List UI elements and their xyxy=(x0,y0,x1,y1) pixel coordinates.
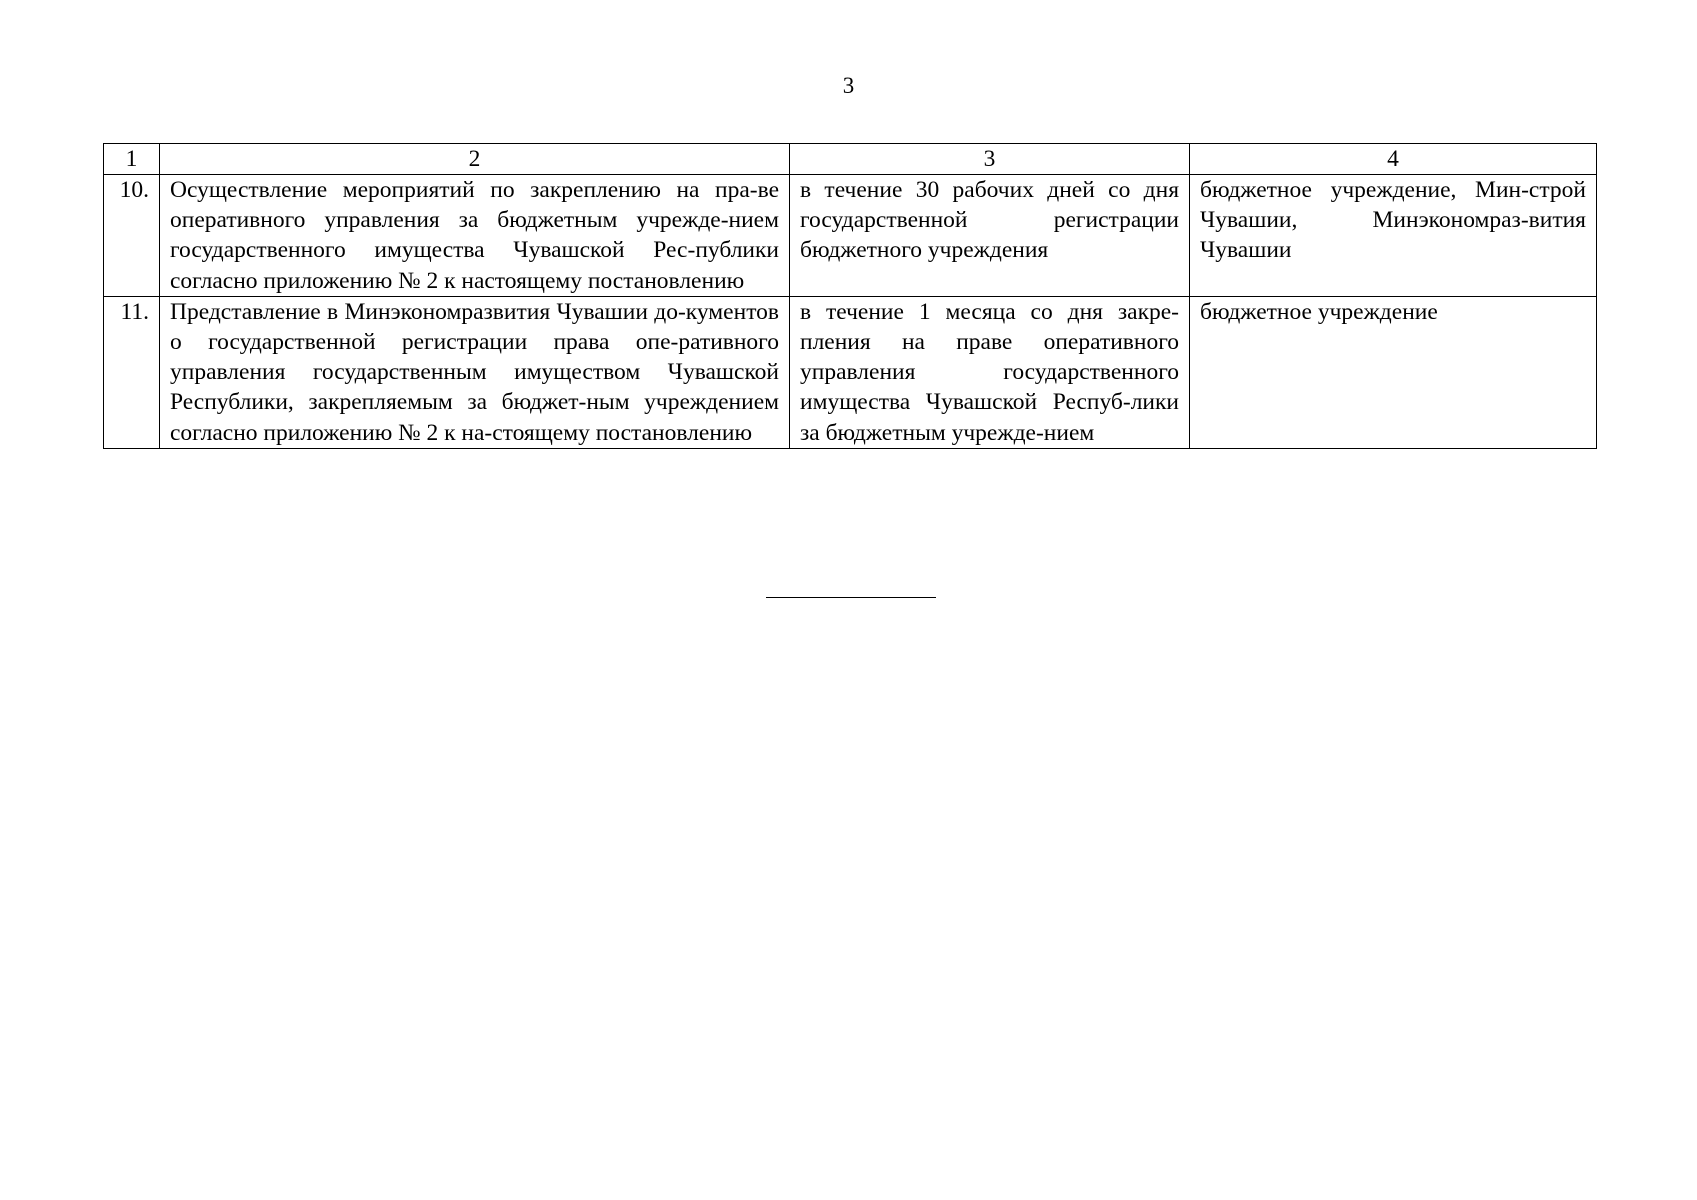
table-row xyxy=(104,296,1597,448)
end-of-document-rule xyxy=(766,597,936,598)
row-number: 10. xyxy=(104,175,160,297)
column-header-2: 2 xyxy=(160,144,790,175)
page-number: 3 xyxy=(842,73,855,98)
column-header-3: 3 xyxy=(790,144,1190,175)
row-term: в течение 1 месяца со дня закре-пления на праве оперативного управления государственного имущества Чувашской Респуб-лики за бюджетным учрежде-нием xyxy=(790,296,1190,448)
row-action: Представление в Минэкономразвития Чувашии до-кументов о государственной регистрации права опе-ративного управления государственным имуществом Чувашской Республики, закрепляемым за бюджет-ным учреждением согласно приложению № 2 к на-стоящему постановлению xyxy=(160,296,790,448)
measures-table xyxy=(103,143,1597,449)
column-header-1: 1 xyxy=(104,144,160,175)
row-action: Осуществление мероприятий по закреплению на пра-ве оперативного управления за бюджетным учрежде-нием государственного имущества Чувашской Рес-публики согласно приложению № 2 к настоящему постановлению xyxy=(160,175,790,297)
row-term: в течение 30 рабочих дней со дня государственной регистрации бюджетного учреждения xyxy=(790,175,1190,297)
row-responsible: бюджетное учреждение xyxy=(1190,296,1597,448)
table-header-row xyxy=(104,144,1597,175)
row-number: 11. xyxy=(104,296,160,448)
table-row xyxy=(104,175,1597,297)
row-responsible: бюджетное учреждение, Мин-строй Чувашии, Минэкономраз-вития Чувашии xyxy=(1190,175,1597,297)
column-header-4: 4 xyxy=(1190,144,1597,175)
